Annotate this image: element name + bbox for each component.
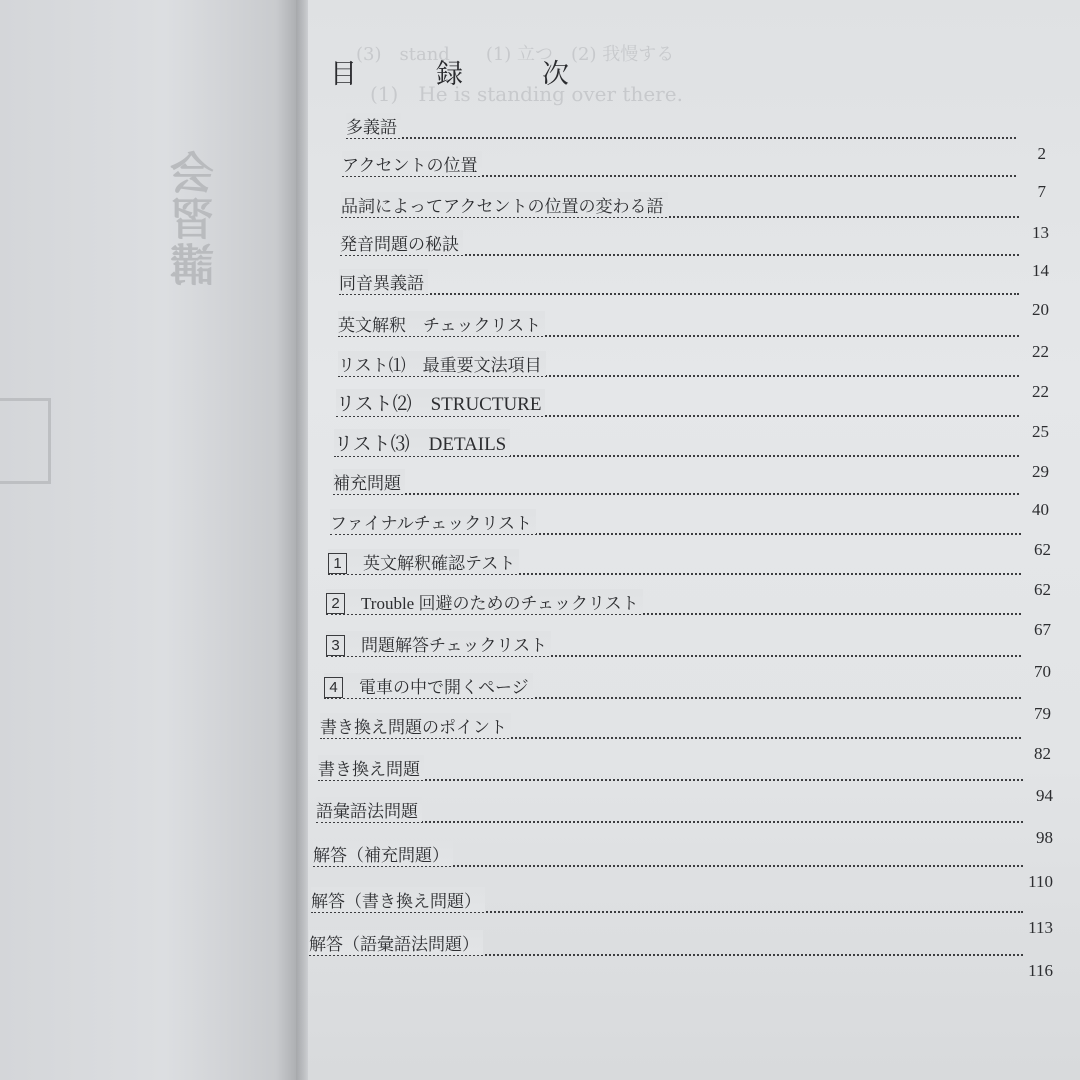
leader-dots — [333, 493, 1019, 495]
toc-page-number: 98 — [1036, 828, 1053, 847]
section-number-box: 3 — [326, 635, 345, 656]
toc-entry-text: 同音異義語 — [339, 274, 424, 294]
toc-entry-label — [338, 351, 546, 376]
toc-entry-label — [338, 311, 545, 336]
toc-entry — [326, 582, 1051, 639]
toc-entry-text: リスト⑵ STRUCTURE — [336, 394, 542, 415]
toc-page-number: 67 — [1034, 620, 1051, 639]
toc-entry — [313, 834, 1053, 891]
toc-page-number: 29 — [1032, 462, 1049, 481]
toc-entry — [311, 880, 1053, 937]
toc-entry-text: 発音問題の秘訣 — [340, 235, 459, 255]
toc-entry — [326, 624, 1051, 681]
bleed-through-stand-line: (3) stand (1) 立つ (2) 我慢する — [356, 44, 675, 65]
toc-entry — [333, 462, 1049, 519]
toc-page-number: 113 — [1028, 918, 1053, 937]
toc-entry-text: 解答（補充問題） — [313, 846, 449, 866]
toc-entry — [338, 344, 1049, 401]
toc-entry — [346, 106, 1046, 163]
toc-entry-label — [326, 631, 551, 656]
toc-entry-text: リスト⑴ 最重要文法項目 — [338, 356, 542, 376]
toc-entry — [316, 790, 1053, 847]
toc-page-number: 94 — [1036, 786, 1053, 805]
toc-page-number: 20 — [1032, 300, 1049, 319]
toc-entry-text: 解答（書き換え問題） — [311, 892, 481, 912]
toc-entry — [341, 185, 1049, 242]
toc-page-number: 79 — [1034, 704, 1051, 723]
toc-page-number: 82 — [1034, 744, 1051, 763]
toc-entry-label — [333, 469, 405, 494]
toc-entry-label — [342, 151, 482, 176]
toc-entry-text: 問題解答チェックリスト — [361, 636, 548, 656]
toc-entry — [309, 923, 1053, 980]
toc-entry-text: 書き換え問題のポイント — [320, 718, 507, 738]
toc-page-number: 116 — [1028, 961, 1053, 980]
toc-entry-text: 多義語 — [346, 118, 397, 138]
toc-entry-label — [340, 230, 463, 255]
left-page-bleed-box — [0, 398, 51, 484]
toc-entry-label — [324, 673, 533, 698]
toc-page-number: 13 — [1032, 223, 1049, 242]
toc-entry-label — [339, 269, 428, 294]
toc-entry-label — [313, 841, 453, 866]
leader-dots — [339, 293, 1019, 295]
toc-entry-text: リスト⑶ DETAILS — [334, 434, 507, 455]
toc-entry-text: 電車の中で開くページ — [359, 678, 529, 698]
section-number-box: 2 — [326, 593, 345, 614]
toc-entry-text: 補充問題 — [333, 474, 401, 494]
leader-dots — [346, 137, 1016, 139]
toc-page-number: 7 — [1037, 182, 1046, 201]
toc-page-number: 40 — [1032, 500, 1049, 519]
toc-entry-label — [334, 429, 510, 456]
toc-entry-label — [346, 113, 401, 138]
toc-entry — [336, 384, 1049, 441]
toc-entry-text: 英文解釈確認テスト — [363, 554, 516, 574]
toc-entry — [340, 223, 1049, 280]
toc-entry-text: 英文解釈 チェックリスト — [338, 316, 542, 336]
toc-entry — [338, 304, 1049, 361]
toc-entry — [330, 502, 1051, 559]
toc-entry-label — [341, 192, 668, 217]
toc-entry — [324, 666, 1051, 723]
toc-page-number: 2 — [1037, 144, 1046, 163]
section-number-box: 1 — [328, 553, 347, 574]
toc-page-number: 25 — [1032, 422, 1049, 441]
toc-entry-label — [328, 549, 519, 574]
toc-page-number: 62 — [1034, 540, 1051, 559]
leader-dots — [316, 821, 1023, 823]
toc-entry-label — [336, 389, 545, 416]
toc-page-number: 70 — [1034, 662, 1051, 681]
page-title: 目 録 次 — [330, 59, 595, 90]
section-number-box: 4 — [324, 677, 343, 698]
toc-entry — [320, 706, 1051, 763]
toc-page-number: 22 — [1032, 342, 1049, 361]
toc-entry-label — [326, 589, 643, 614]
toc-entry-text: 品詞によってアクセントの位置の変わる語 — [341, 197, 664, 217]
toc-entry-label — [318, 755, 424, 780]
toc-entry-label — [309, 930, 483, 955]
toc-entry — [328, 542, 1051, 599]
toc-page-number: 14 — [1032, 261, 1049, 280]
toc-entry — [339, 262, 1049, 319]
toc-page-number: 62 — [1034, 580, 1051, 599]
toc-page-number: 110 — [1028, 872, 1053, 891]
toc-entry-text: Trouble 回避のためのチェックリスト — [361, 594, 639, 613]
toc-entry — [342, 144, 1046, 201]
toc-entry-text: 語彙語法問題 — [316, 802, 418, 822]
toc-page-number: 22 — [1032, 382, 1049, 401]
toc-entry-text: 書き換え問題 — [318, 760, 420, 780]
toc-entry-label — [311, 887, 485, 912]
left-page — [0, 0, 300, 1080]
toc-entry-text: アクセントの位置 — [342, 156, 478, 176]
toc-entry-label — [320, 713, 511, 738]
toc-entry — [318, 748, 1053, 805]
toc-entry-text: ファイナルチェックリスト — [330, 514, 532, 534]
bleed-through-example-line: (1) He is standing over there. — [370, 82, 683, 106]
left-page-bleed-text: 会習講 — [171, 150, 222, 288]
toc-entry-text: 解答（語彙語法問題） — [309, 935, 479, 955]
toc-entry-label — [330, 509, 536, 534]
toc-entry-label — [316, 797, 422, 822]
toc-entry — [334, 424, 1049, 481]
